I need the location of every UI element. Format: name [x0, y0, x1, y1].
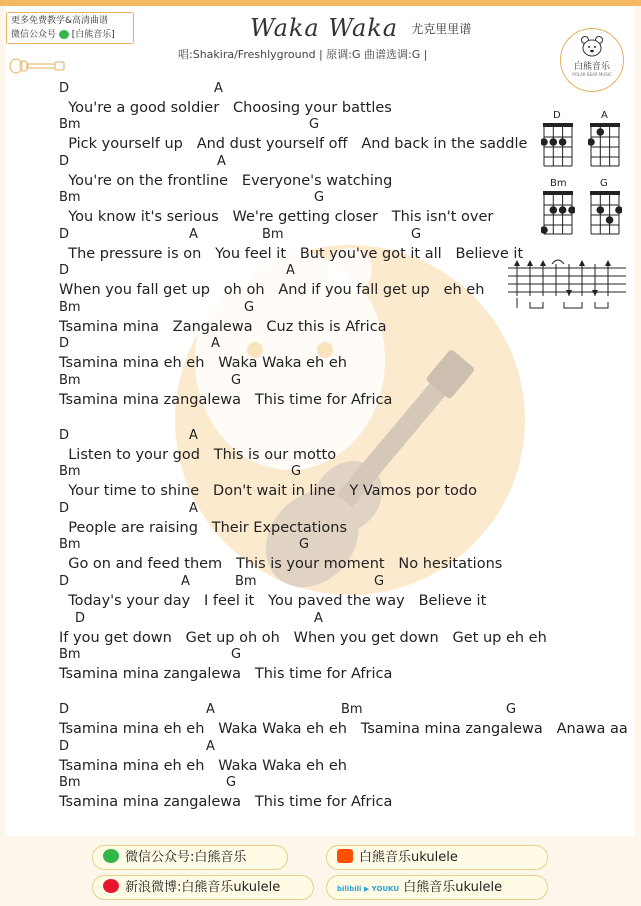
chord-label: G — [244, 300, 255, 315]
chord-label: Bm — [59, 117, 81, 132]
chord-label: A — [189, 428, 198, 443]
chord-label: G — [299, 537, 310, 552]
chord-label: Bm — [341, 702, 363, 717]
chord-label: D — [59, 227, 70, 242]
chord-label: A — [206, 739, 215, 754]
taobao-icon — [337, 849, 353, 863]
song-title: Waka Waka — [250, 14, 399, 42]
chord-label: D — [59, 336, 70, 351]
brand-logo — [560, 28, 624, 92]
chord-label: D — [59, 739, 70, 754]
chord-label: Bm — [235, 574, 257, 589]
chord-label: D — [59, 574, 70, 589]
promo-brand: [白熊音乐] — [71, 30, 115, 40]
chord-label: Bm — [59, 190, 81, 205]
chord-label: D — [59, 81, 70, 96]
weibo-link[interactable] — [92, 875, 314, 900]
chord-label: G — [314, 190, 325, 205]
chord-label: Bm — [262, 227, 284, 242]
lyric-line: Your time to shine Don't wait in line Y Vamos por todo — [59, 483, 478, 499]
chord-chart-bm — [541, 188, 575, 236]
chord-label: Bm — [59, 464, 81, 479]
bilibili-youku-icon: bilibili ▶ YOUKU — [337, 885, 400, 893]
wechat-link[interactable] — [92, 845, 288, 870]
lyric-line: Pick yourself up And dust yourself off And back in the saddle — [59, 136, 528, 152]
chord-label: Bm — [59, 300, 81, 315]
wechat-label: 微信公众号:白熊音乐 — [125, 850, 247, 865]
lyric-line: Go on and feed them This is your moment No hesitations — [59, 556, 503, 572]
chord-label: A — [217, 154, 226, 169]
lyric-line: You know it's serious We're getting closer This isn't over — [59, 209, 494, 225]
video-link[interactable] — [326, 875, 548, 900]
chord-label: G — [231, 373, 242, 388]
logo-name-en: POLAR BEAR MUSIC — [572, 72, 612, 77]
logo-name-cn: 白熊音乐 — [573, 62, 610, 72]
chord-label: A — [206, 702, 215, 717]
ukulele-outline-icon — [8, 56, 66, 76]
lyric-line: Tsamina mina eh eh Waka Waka eh eh — [59, 355, 347, 371]
promo-line-1: 更多免费教学&高清曲谱 — [11, 16, 109, 26]
lyric-line: If you get down Get up oh oh When you get down Get up eh eh — [59, 630, 547, 646]
chord-label: A — [214, 81, 223, 96]
taobao-link[interactable] — [326, 845, 548, 870]
chord-label: G — [291, 464, 302, 479]
chord-chart-a — [588, 120, 622, 168]
chord-label: Bm — [59, 537, 81, 552]
song-title-cn: 尤克里里谱 — [411, 21, 472, 36]
wechat-icon — [103, 849, 119, 863]
weibo-label: 新浪微博:白熊音乐ukulele — [125, 880, 281, 895]
promo-line-2-prefix: 微信公众号 — [11, 30, 57, 40]
chord-chart-label-a: A — [601, 110, 608, 121]
chord-chart-label-d: D — [553, 110, 561, 121]
strumming-pattern — [508, 258, 628, 314]
chord-label: G — [411, 227, 422, 242]
chord-label: A — [189, 501, 198, 516]
lyric-line: People are raising Their Expectations — [59, 520, 348, 536]
song-subtitle: 唱:Shakira/Freshlyground | 原调:G 曲谱选调:G | — [178, 48, 428, 61]
lyric-line: Today's your day I feel it You paved the way Believe it — [59, 593, 487, 609]
chord-label: G — [506, 702, 517, 717]
chord-label: G — [231, 647, 242, 662]
chord-label: A — [189, 227, 198, 242]
chord-label: G — [309, 117, 320, 132]
lyric-line: You're a good soldier Choosing your battles — [59, 100, 392, 116]
wechat-icon — [59, 30, 69, 39]
lyric-line: Tsamina mina zangalewa This time for Africa — [59, 392, 393, 408]
promo-box — [6, 12, 134, 44]
chord-chart-g — [588, 188, 622, 236]
chord-label: D — [59, 154, 70, 169]
chord-label: D — [59, 428, 70, 443]
chord-label: A — [211, 336, 220, 351]
lyric-line: When you fall get up oh oh And if you fall get up eh eh — [59, 282, 485, 298]
lyric-line: You're on the frontline Everyone's watching — [59, 173, 393, 189]
chord-label: A — [181, 574, 190, 589]
title-block — [250, 14, 471, 42]
lyric-line: Tsamina mina zangalewa This time for Africa — [59, 666, 393, 682]
taobao-label: 白熊音乐ukulele — [359, 850, 458, 865]
chord-chart-label-bm: Bm — [550, 178, 567, 189]
chord-label: A — [286, 263, 295, 278]
chord-chart-d — [541, 120, 575, 168]
chord-label: Bm — [59, 647, 81, 662]
lyric-line: The pressure is on You feel it But you've got it all Believe it — [59, 246, 524, 262]
lyric-line: Tsamina mina zangalewa This time for Africa — [59, 794, 393, 810]
lyric-line: Tsamina mina Zangalewa Cuz this is Africa — [59, 319, 387, 335]
chord-label: D — [75, 611, 86, 626]
chord-label: G — [226, 775, 237, 790]
lyric-line: Tsamina mina eh eh Waka Waka eh eh Tsamina mina zangalewa Anawa aa — [59, 721, 628, 737]
chord-chart-label-g: G — [600, 178, 608, 189]
chord-label: D — [59, 263, 70, 278]
chord-label: Bm — [59, 373, 81, 388]
polar-bear-icon — [579, 35, 605, 57]
lyric-line: Listen to your god This is our motto — [59, 447, 337, 463]
weibo-icon — [103, 879, 119, 893]
chord-label: D — [59, 501, 70, 516]
chord-label: G — [374, 574, 385, 589]
chord-label: Bm — [59, 775, 81, 790]
video-label: 白熊音乐ukulele — [403, 880, 503, 895]
lyric-line: Tsamina mina eh eh Waka Waka eh eh — [59, 758, 347, 774]
chord-label: A — [314, 611, 323, 626]
chord-label: D — [59, 702, 70, 717]
